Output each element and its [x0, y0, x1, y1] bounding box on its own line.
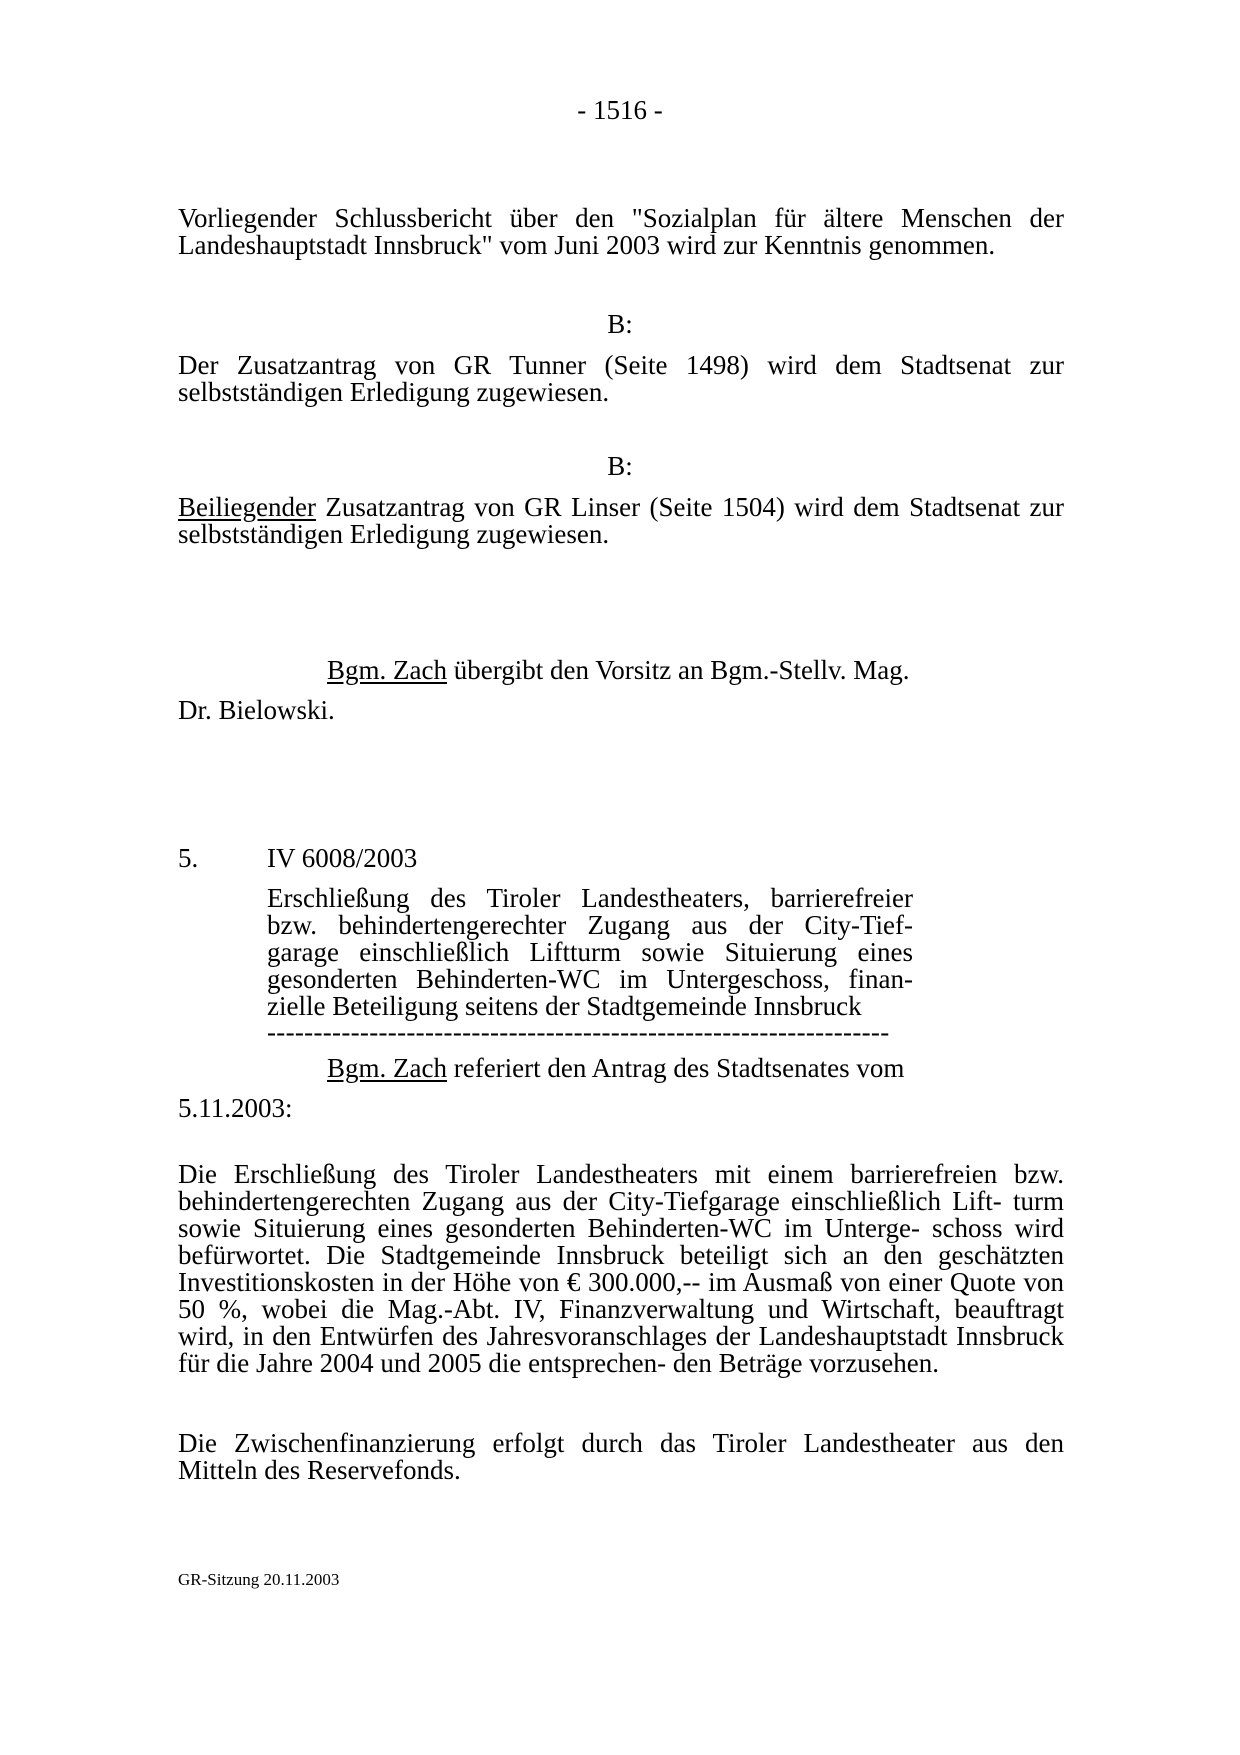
chair-text: übergibt den Vorsitz an Bgm.-Stellv. Mag. [446, 655, 910, 685]
speaker-name: Bgm. Zach [327, 1053, 447, 1083]
paragraph-rest: Zusatzantrag von GR Linser (Seite 1504) wird dem Stadtsenat zur selbstständigen Erledigung zugewiesen. [178, 492, 1064, 549]
paragraph-erschliessung: Die Erschließung des Tiroler Landestheaters mit einem barrierefreien bzw. behindertengerechten Zugang aus der City-Tiefgarage einschließlich Lift- turm sowie Situierung eines gesonderten Behinderten-WC im Unterge- schoss wird befürwortet. Die Stadtgemeinde Innsbruck beteiligt sich an den geschätzten Investitionskosten in der Höhe von € 300.000,-- im Ausmaß von einer Quote von 50 %, wobei die Mag.-Abt. IV, Finanzverwaltung und Wirtschaft, beauftragt wird, in den Entwürfen des Jahresvoranschlages der Landeshauptstadt Innsbruck für die Jahre 2004 und 2005 die entsprechen- den Beträge vorzusehen. [178, 1159, 1064, 1378]
chair-handover-cont: Dr. Bielowski. [178, 695, 335, 725]
report-date: 5.11.2003: [178, 1093, 293, 1123]
paragraph-zwischenfinanzierung: Die Zwischenfinanzierung erfolgt durch das Tiroler Landestheater aus den Mitteln des Reservefonds. [178, 1428, 1064, 1485]
footer: GR-Sitzung 20.11.2003 [178, 1570, 340, 1589]
separator-line: ------------------------------------------------------------------- [267, 1017, 890, 1047]
section-label-b2: B: [607, 451, 633, 481]
paragraph-zusatzantrag-tunner: Der Zusatzantrag von GR Tunner (Seite 1498) wird dem Stadtsenat zur selbstständigen Erledigung zugewiesen. [178, 350, 1064, 407]
speaker-name: Bgm. Zach [327, 655, 447, 685]
paragraph-zusatzantrag-linser [178, 494, 1064, 548]
page-number: - 1516 - [577, 95, 663, 125]
item-title: Erschließung des Tiroler Landestheaters, barrierefreier bzw. behindertengerechter Zugang aus der City-Tief- garage einschließlich Liftturm sowie Situierung eines gesonderten Behinderten-WC im Untergeschoss, finan- zielle Beteiligung seitens der Stadtgemeinde Innsbruck [267, 883, 913, 1021]
chair-handover [327, 657, 909, 684]
paragraph-schlussbericht: Vorliegender Schlussbericht über den "Sozialplan für ältere Menschen der Landeshauptstadt Innsbruck" vom Juni 2003 wird zur Kenntnis genommen. [178, 203, 1064, 260]
item-number: 5. [178, 843, 199, 873]
report-text: referiert den Antrag des Stadtsenates vom [446, 1053, 905, 1083]
section-label-b1: B: [607, 309, 633, 339]
underlined-word: Beiliegender [178, 492, 316, 522]
report-intro [327, 1055, 904, 1082]
item-reference: IV 6008/2003 [267, 843, 418, 873]
